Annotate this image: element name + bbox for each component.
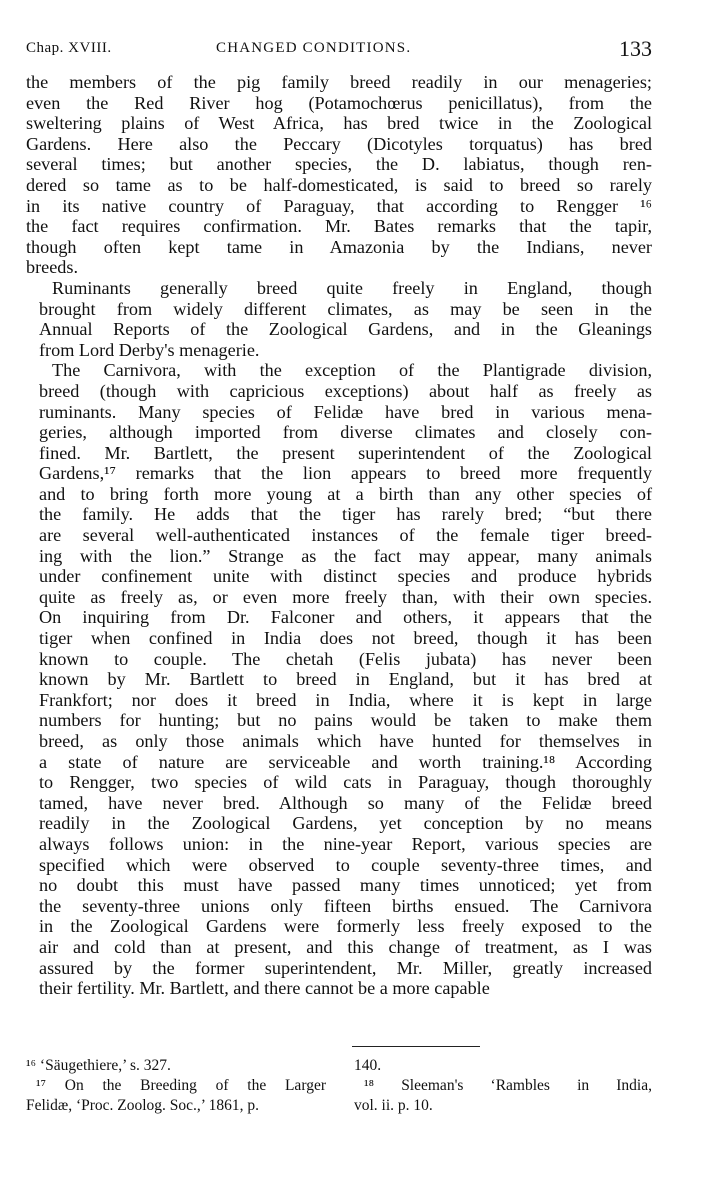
text-line: tiger when confined in India does not breed, though it has been [39, 628, 652, 649]
text-line: Annual Reports of the Zoological Gardens, and in the Gleanings [39, 319, 652, 340]
footnote-line: ¹⁶ ‘Säugethiere,’ s. 327. [26, 1057, 171, 1074]
footnote-line: 140. [354, 1057, 382, 1074]
text-line: Ruminants generally breed quite freely in England, though [52, 277, 652, 298]
footnote-line: vol. ii. p. 10. [354, 1097, 433, 1114]
text-line: the seventy-three unions only fifteen births ensued. The Carnivora [39, 895, 652, 916]
text-line: no doubt this must have passed many times unnoticed; yet from [39, 875, 652, 896]
text-line: in the Zoological Gardens were formerly less freely exposed to the [39, 916, 652, 937]
text-line: always follows union: in the nine-year Report, various species are [39, 833, 652, 854]
text-line: Gardens. Here also the Peccary (Dicotyles torquatus) has bred [26, 133, 652, 154]
text-line: dered so tame as to be half-domesticated, is said to breed so rarely [26, 174, 652, 195]
text-line: tamed, have never bred. Although so many of the Felidæ breed [39, 792, 652, 813]
text-line: readily in the Zoological Gardens, yet conception by no means [39, 813, 652, 834]
text-line: even the Red River hog (Potamochœrus penicillatus), from the [26, 92, 652, 113]
text-line: in its native country of Paraguay, that according to Rengger ¹⁶ [26, 195, 652, 216]
text-line: fined. Mr. Bartlett, the present superintendent of the Zoological [39, 442, 652, 463]
text-line: from Lord Derby's menagerie. [39, 339, 260, 360]
body-text [26, 72, 652, 999]
text-line: known by Mr. Bartlett to breed in England, but it has bred at [39, 669, 652, 690]
chapter-label: Chap. XVIII. [26, 40, 112, 56]
footnotes-right-column [354, 1056, 652, 1116]
text-line: Gardens,¹⁷ remarks that the lion appears to breed more frequently [39, 463, 652, 484]
text-line: under confinement unite with distinct species and produce hybrids [39, 566, 652, 587]
footnotes-left-column [26, 1056, 326, 1116]
text-line: to Rengger, two species of wild cats in Paraguay, though thoroughly [39, 772, 652, 793]
footnote-line: ¹⁸ Sleeman's ‘Rambles in India, [364, 1077, 652, 1094]
running-title: CHANGED CONDITIONS. [216, 40, 412, 56]
running-header [26, 38, 652, 72]
text-line: the members of the pig family breed readily in our menageries; [26, 72, 652, 92]
text-line: On inquiring from Dr. Falconer and others, it appears that the [39, 607, 652, 628]
footnote-line: ¹⁷ On the Breeding of the Larger [36, 1077, 326, 1094]
text-line: assured by the former superintendent, Mr. Miller, greatly increased [39, 957, 652, 978]
text-line: their fertility. Mr. Bartlett, and there cannot be a more capable [39, 978, 490, 999]
page-number: 133 [619, 36, 652, 61]
text-line: the family. He adds that the tiger has rarely bred; “but there [39, 504, 652, 525]
text-line: breed (though with capricious exceptions) about half as freely as [39, 380, 652, 401]
text-line: quite as freely as, or even more freely than, with their own species. [39, 586, 652, 607]
text-line: known to couple. The chetah (Felis jubata) has never been [39, 648, 652, 669]
text-line: numbers for hunting; but no pains would be taken to make them [39, 710, 652, 731]
text-line: a state of nature are serviceable and worth training.¹⁸ According [39, 751, 652, 772]
footnote-line: Felidæ, ‘Proc. Zoolog. Soc.,’ 1861, p. [26, 1097, 260, 1114]
paragraph [26, 360, 652, 998]
footnote-rule [352, 1046, 480, 1047]
text-line: specified which were observed to couple seventy-three times, and [39, 854, 652, 875]
text-line: ing with the lion.” Strange as the fact may appear, many animals [39, 545, 652, 566]
text-line: geries, although imported from diverse climates and closely con- [39, 422, 652, 443]
text-line: sweltering plains of West Africa, has bred twice in the Zoological [26, 113, 652, 134]
page [26, 36, 652, 1114]
text-line: brought from widely different climates, as may be seen in the [39, 298, 652, 319]
text-line: though often kept tame in Amazonia by the Indians, never [26, 236, 652, 257]
text-line: the fact requires confirmation. Mr. Bates remarks that the tapir, [26, 216, 652, 237]
text-line: ruminants. Many species of Felidæ have bred in various mena- [39, 401, 652, 422]
text-line: and to bring forth more young at a birth than any other species of [39, 483, 652, 504]
paragraph [26, 278, 652, 360]
text-line: breed, as only those animals which have hunted for themselves in [39, 731, 652, 751]
text-line: breeds. [26, 257, 79, 278]
text-line: Frankfort; nor does it breed in India, where it is kept in large [39, 689, 652, 710]
text-line: air and cold than at present, and this change of treatment, as I was [39, 936, 652, 957]
text-line: several times; but another species, the D. labiatus, though ren- [26, 154, 652, 175]
paragraph [26, 72, 652, 278]
text-line: are several well-authenticated instances of the female tiger breed- [39, 525, 652, 546]
text-line: The Carnivora, with the exception of the Plantigrade division, [52, 360, 652, 381]
